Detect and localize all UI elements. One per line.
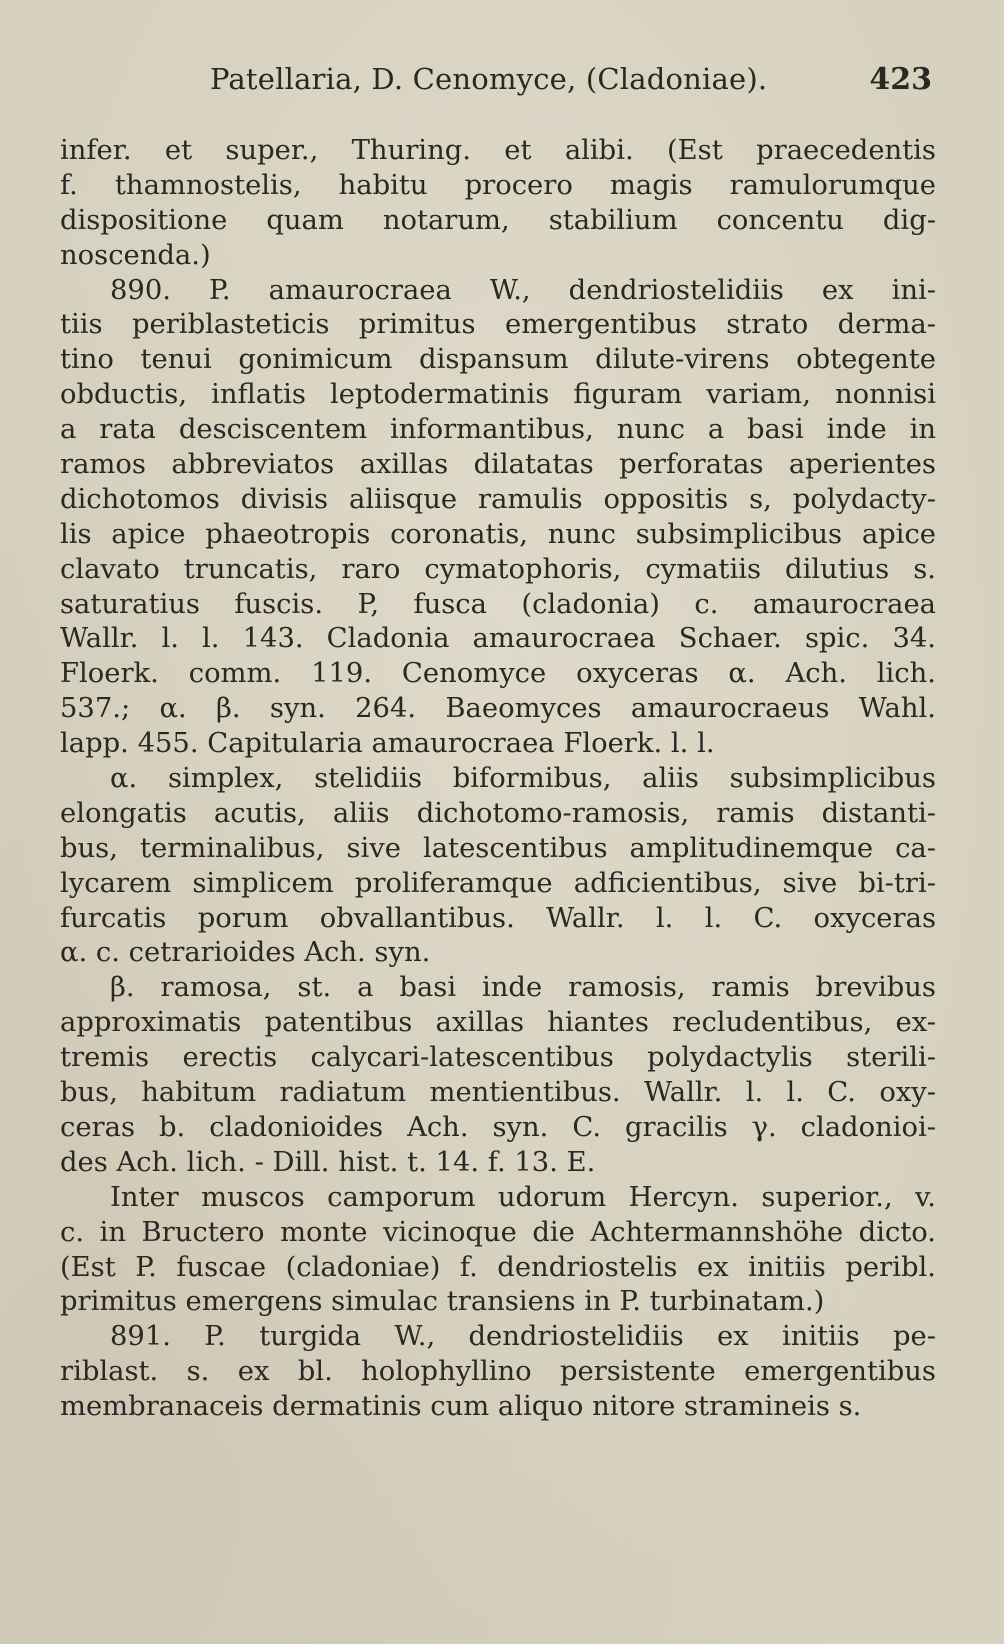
text-line: lis apice phaeotropis coronatis, nunc subsimplicibus apice <box>60 518 936 550</box>
text-line: tremis erectis calycari-latescentibus polydactylis sterili- <box>60 1042 936 1074</box>
text-line: approximatis patentibus axillas hiantes recludentibus, ex- <box>60 1007 936 1039</box>
text-line: ramos abbreviatos axillas dilatatas perforatas aperientes <box>60 449 936 481</box>
text-line: a rata desciscentem informantibus, nunc a basi inde in <box>60 414 936 446</box>
text-line: dispositione quam notarum, stabilium concentu dig- <box>60 204 936 236</box>
text-line: furcatis porum obvallantibus. Wallr. l. l. C. oxyceras <box>60 902 936 934</box>
text-line: tiis periblasteticis primitus emergentibus strato derma- <box>60 309 936 341</box>
text-line: bus, terminalibus, sive latescentibus amplitudinemque ca- <box>60 832 936 864</box>
text-line: bus, habitum radiatum mentientibus. Wallr. l. l. C. oxy- <box>60 1077 936 1109</box>
text-line: dichotomos divisis aliisque ramulis oppositis s, polydacty- <box>60 483 936 515</box>
text-line: lapp. 455. Capitularia amaurocraea Floerk. l. l. <box>60 728 715 760</box>
text-line: α. c. cetrarioides Ach. syn. <box>60 937 431 969</box>
page-number: 423 <box>869 62 932 97</box>
body-text <box>60 134 936 1425</box>
page-header <box>0 62 1004 102</box>
text-line: noscenda.) <box>60 239 211 271</box>
text-line: f. thamnostelis, habitu procero magis ramulorumque <box>60 169 936 201</box>
text-line: ceras b. cladonioides Ach. syn. C. gracilis γ. cladonioi- <box>60 1111 936 1143</box>
text-line: des Ach. lich. - Dill. hist. t. 14. f. 13. E. <box>60 1146 596 1178</box>
text-line: clavato truncatis, raro cymatophoris, cymatiis dilutius s. <box>60 553 936 585</box>
text-line: 537.; α. β. syn. 264. Baeomyces amaurocraeus Wahl. <box>60 693 936 725</box>
running-title: Patellaria, D. Cenomyce, (Cladoniae). <box>210 62 768 96</box>
text-line: infer. et super., Thuring. et alibi. (Est praecedentis <box>60 135 936 166</box>
text-line: c. in Bructero monte vicinoque die Achtermannshöhe dicto. <box>60 1216 936 1248</box>
text-line: elongatis acutis, aliis dichotomo-ramosis, ramis distanti- <box>60 797 936 829</box>
text-line: primitus emergens simulac transiens in P. turbinatam.) <box>60 1286 825 1318</box>
text-line: riblast. s. ex bl. holophyllino persistente emergentibus <box>60 1356 936 1388</box>
text-line: (Est P. fuscae (cladoniae) f. dendriostelis ex initiis peribl. <box>60 1251 936 1283</box>
text-line: β. ramosa, st. a basi inde ramosis, ramis brevibus <box>110 972 936 1004</box>
text-line: lycarem simplicem proliferamque adficientibus, sive bi-tri- <box>60 867 936 899</box>
text-line: saturatius fuscis. P, fusca (cladonia) c. amaurocraea <box>60 588 936 620</box>
text-line: α. simplex, stelidiis biformibus, aliis subsimplicibus <box>110 763 936 795</box>
text-line: Inter muscos camporum udorum Hercyn. superior., v. <box>110 1181 936 1213</box>
text-line: Floerk. comm. 119. Cenomyce oxyceras α. Ach. lich. <box>60 658 936 690</box>
text-line: 890. P. amaurocraea W., dendriostelidiis ex ini- <box>110 274 936 306</box>
text-line: 891. P. turgida W., dendriostelidiis ex initiis pe- <box>110 1321 936 1353</box>
text-line: Wallr. l. l. 143. Cladonia amaurocraea Schaer. spic. 34. <box>60 623 936 655</box>
text-line: tino tenui gonimicum dispansum dilute-virens obtegente <box>60 344 936 376</box>
text-line: membranaceis dermatinis cum aliquo nitore stramineis s. <box>60 1391 862 1423</box>
text-line: obductis, inflatis leptodermatinis figuram variam, nonnisi <box>60 379 936 411</box>
